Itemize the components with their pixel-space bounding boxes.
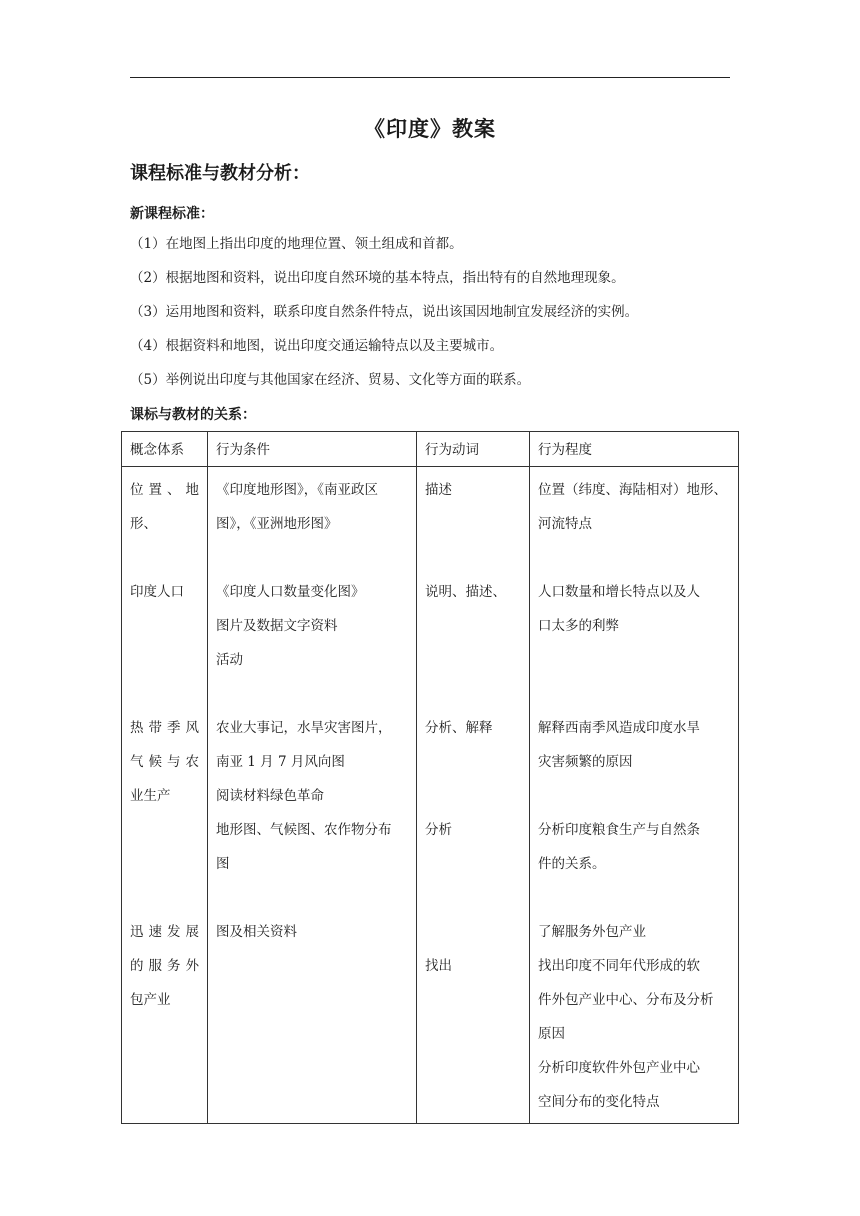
standard-item: （3）运用地图和资料，联系印度自然条件特点，说出该国因地制宜发展经济的实例。 [130, 304, 639, 320]
concept-line: 包产业 [130, 992, 171, 1008]
standard-item: （4）根据资料和地图，说出印度交通运输特点以及主要城市。 [130, 338, 504, 354]
degree-line: 位置（纬度、海陆相对）地形、 [538, 482, 727, 498]
condition-line: 农业大事记，水旱灾害图片， [216, 720, 392, 736]
degree-line: 件外包产业中心、分布及分析 [538, 992, 714, 1008]
concept-line: 热带季风 [130, 720, 199, 736]
document-title: 《印度》教案 [364, 117, 496, 141]
standard-item: （2）根据地图和资料，说出印度自然环境的基本特点，指出特有的自然地理现象。 [130, 270, 625, 286]
verb-line: 分析、解释 [425, 720, 493, 736]
condition-line: 《印度人口数量变化图》 [216, 584, 365, 600]
condition-line: 地形图、气候图、农作物分布 [216, 822, 392, 838]
condition-line: 图》，《亚洲地形图》 [216, 516, 338, 532]
table-header-row [122, 432, 739, 467]
degree-line: 人口数量和增长特点以及人 [538, 584, 700, 600]
degree-line: 分析印度粮食生产与自然条 [538, 822, 700, 838]
degree-line: 口太多的利弊 [538, 618, 619, 634]
concept-line: 业生产 [130, 788, 171, 804]
verb-line: 分析 [425, 822, 452, 838]
table-body-row [122, 467, 739, 1124]
condition-line: 《印度地形图》，《南亚政区 [216, 482, 378, 498]
curriculum-relation-table [121, 431, 739, 1124]
concept-line: 位置、地 [130, 482, 199, 498]
condition-line: 图及相关资料 [216, 924, 297, 940]
degree-line: 原因 [538, 1026, 565, 1042]
standards-heading: 新课程标准： [130, 206, 214, 222]
concept-line: 气候与农 [130, 754, 199, 770]
degree-line: 分析印度软件外包产业中心 [538, 1060, 700, 1076]
standards-list [130, 232, 638, 402]
degree-line: 河流特点 [538, 516, 592, 532]
condition-line: 图 [216, 856, 230, 872]
condition-cell [208, 467, 417, 1124]
header-concept: 概念体系 [122, 432, 208, 467]
verb-line: 找出 [425, 958, 452, 974]
header-condition: 行为条件 [208, 432, 417, 467]
concept-line: 迅速发展 [130, 924, 199, 940]
section-heading: 课程标准与教材分析： [130, 163, 310, 184]
condition-line: 活动 [216, 652, 243, 668]
degree-line: 灾害频繁的原因 [538, 754, 633, 770]
header-degree: 行为程度 [530, 432, 739, 467]
concept-line: 的服务外 [130, 958, 199, 974]
verb-cell [417, 467, 530, 1124]
degree-line: 解释西南季风造成印度水旱 [538, 720, 700, 736]
concept-line: 形、 [130, 516, 157, 532]
header-rule [130, 77, 730, 78]
degree-line: 空间分布的变化特点 [538, 1094, 660, 1110]
condition-line: 阅读材料绿色革命 [216, 788, 324, 804]
relation-heading: 课标与教材的关系： [130, 407, 256, 423]
verb-line: 描述 [425, 482, 452, 498]
condition-line: 图片及数据文字资料 [216, 618, 338, 634]
degree-cell [530, 467, 739, 1124]
condition-line: 南亚 1 月 7 月风向图 [216, 754, 345, 770]
degree-line: 了解服务外包产业 [538, 924, 646, 940]
header-verb: 行为动词 [417, 432, 530, 467]
verb-line: 说明、描述、 [425, 584, 506, 600]
standard-item: （1）在地图上指出印度的地理位置、领土组成和首都。 [130, 236, 463, 252]
degree-line: 找出印度不同年代形成的软 [538, 958, 700, 974]
concept-cell [122, 467, 208, 1124]
concept-line: 印度人口 [130, 584, 184, 600]
standard-item: （5）举例说出印度与其他国家在经济、贸易、文化等方面的联系。 [130, 372, 531, 388]
degree-line: 件的关系。 [538, 856, 606, 872]
